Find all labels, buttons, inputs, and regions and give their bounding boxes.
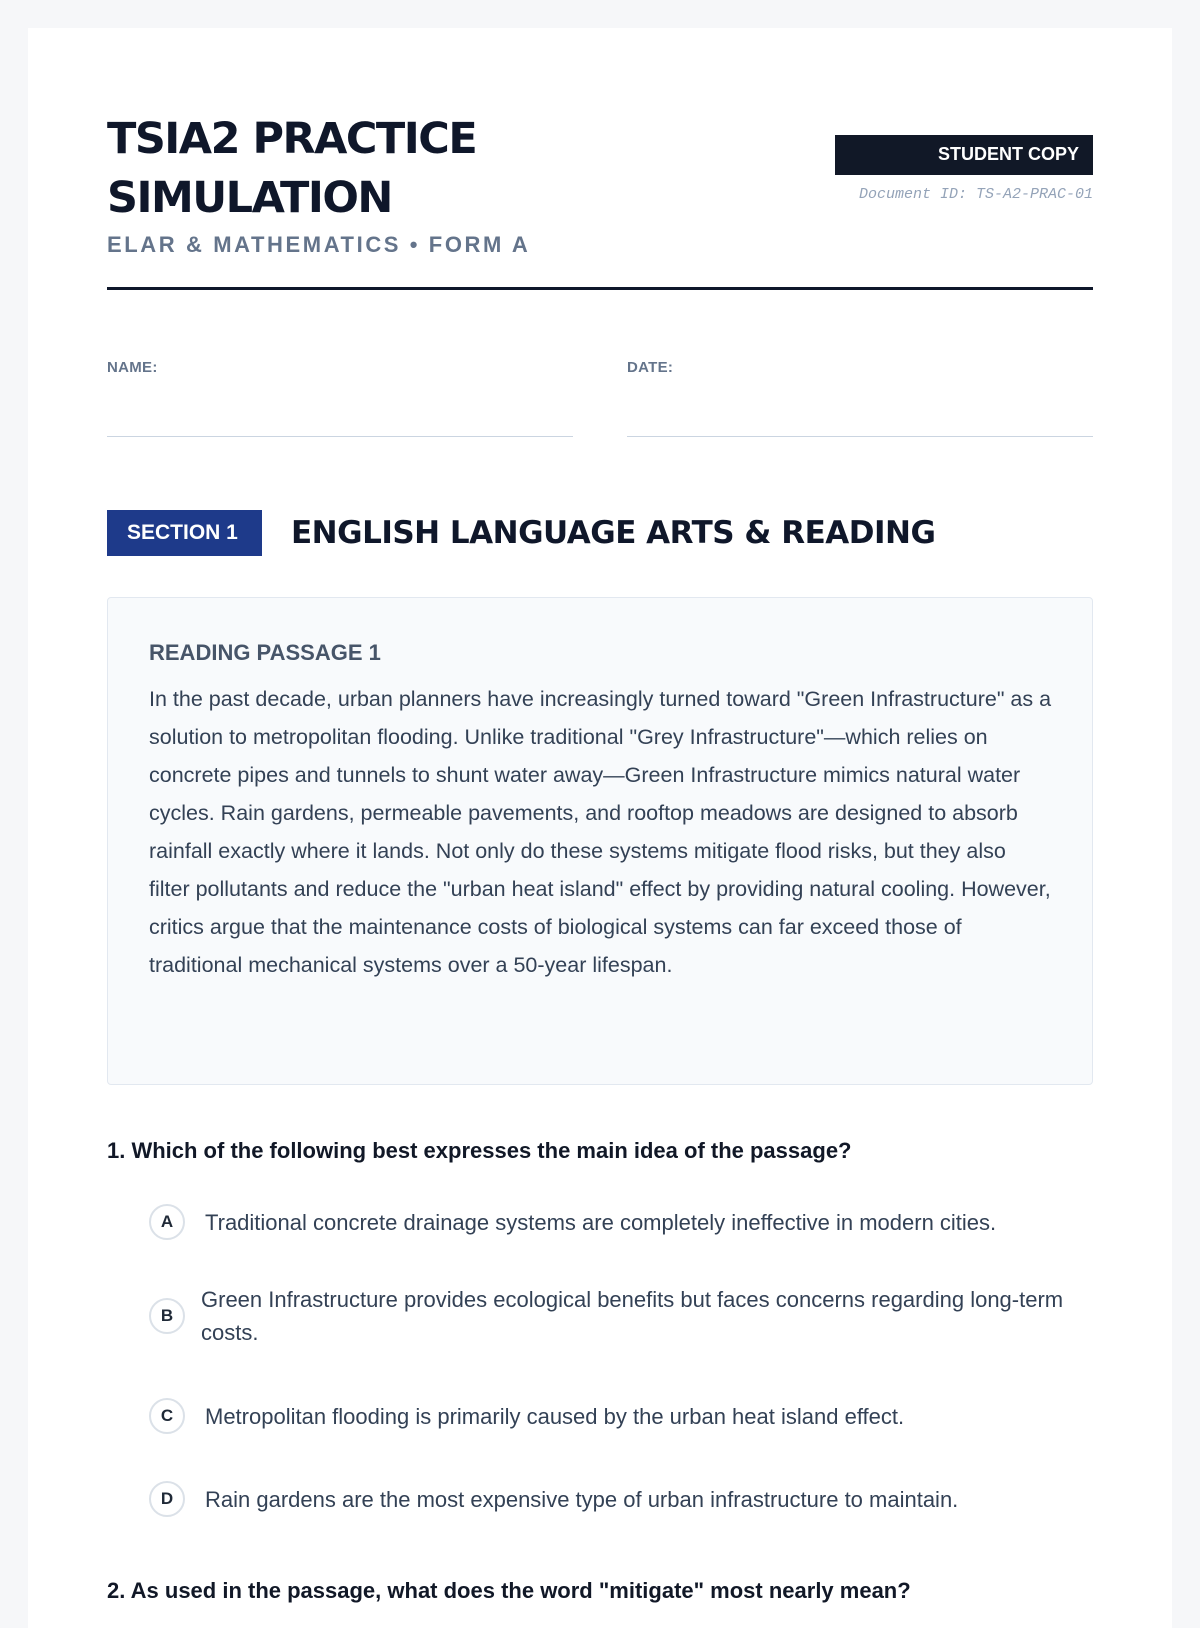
section-title: ENGLISH LANGUAGE ARTS & READING bbox=[291, 515, 936, 551]
name-input-line[interactable] bbox=[107, 436, 573, 437]
question-1-prompt: 1. Which of the following best expresses the main idea of the passage? bbox=[107, 1138, 852, 1163]
question-1-option-b[interactable] bbox=[149, 1283, 1109, 1349]
option-letter-b[interactable]: B bbox=[149, 1298, 185, 1334]
page-title: TSIA2 PRACTICE SIMULATION bbox=[107, 114, 477, 223]
question-1-option-a[interactable] bbox=[149, 1204, 1109, 1240]
date-label: DATE: bbox=[627, 359, 674, 376]
worksheet-page bbox=[28, 28, 1172, 1628]
date-field[interactable] bbox=[627, 359, 1093, 437]
name-field[interactable] bbox=[107, 359, 573, 437]
date-input-line[interactable] bbox=[627, 436, 1093, 437]
option-text-b: Green Infrastructure provides ecological benefits but faces concerns regarding long-term costs. bbox=[201, 1287, 1064, 1345]
name-label: NAME: bbox=[107, 359, 158, 376]
page-subtitle: ELAR & MATHEMATICS • FORM A bbox=[107, 232, 531, 257]
question-1-option-d[interactable] bbox=[149, 1481, 1109, 1517]
option-letter-c[interactable]: C bbox=[149, 1398, 185, 1434]
section-badge: SECTION 1 bbox=[107, 510, 262, 556]
passage-heading: READING PASSAGE 1 bbox=[149, 640, 381, 665]
header-divider bbox=[107, 287, 1093, 290]
document-id: Document ID: TS-A2-PRAC-01 bbox=[858, 186, 1093, 203]
student-copy-badge: STUDENT COPY bbox=[835, 135, 1093, 175]
question-2-prompt: 2. As used in the passage, what does the word "mitigate" most nearly mean? bbox=[107, 1578, 911, 1603]
option-letter-a[interactable]: A bbox=[149, 1204, 185, 1240]
section-header bbox=[107, 510, 935, 556]
option-text-a: Traditional concrete drainage systems are completely ineffective in modern cities. bbox=[205, 1209, 997, 1235]
option-text-c: Metropolitan flooding is primarily caused by the urban heat island effect. bbox=[205, 1403, 905, 1429]
passage-text: In the past decade, urban planners have increasingly turned toward "Green Infrastructure" as a solution to metropolitan flooding. Unlike traditional "Grey Infrastructure"—which relies on concrete pipes and tunnels to shunt water away—Green Infrastructure mimics natural water cycles. Rain gardens, permeable pavements, and rooftop meadows are designed to absorb rainfall exactly where it lands. Not only do these systems mitigate flood risks, but they also filter pollutants and reduce the "urban heat island" effect by providing natural cooling. However, critics argue that the maintenance costs of biological systems can far exceed those of traditional mechanical systems over a 50-year lifespan. bbox=[149, 687, 1052, 977]
reading-passage bbox=[107, 597, 1093, 1085]
option-letter-d[interactable]: D bbox=[149, 1481, 185, 1517]
option-text-d: Rain gardens are the most expensive type of urban infrastructure to maintain. bbox=[205, 1486, 959, 1512]
question-1-option-c[interactable] bbox=[149, 1398, 1109, 1434]
page-header bbox=[107, 110, 1093, 258]
